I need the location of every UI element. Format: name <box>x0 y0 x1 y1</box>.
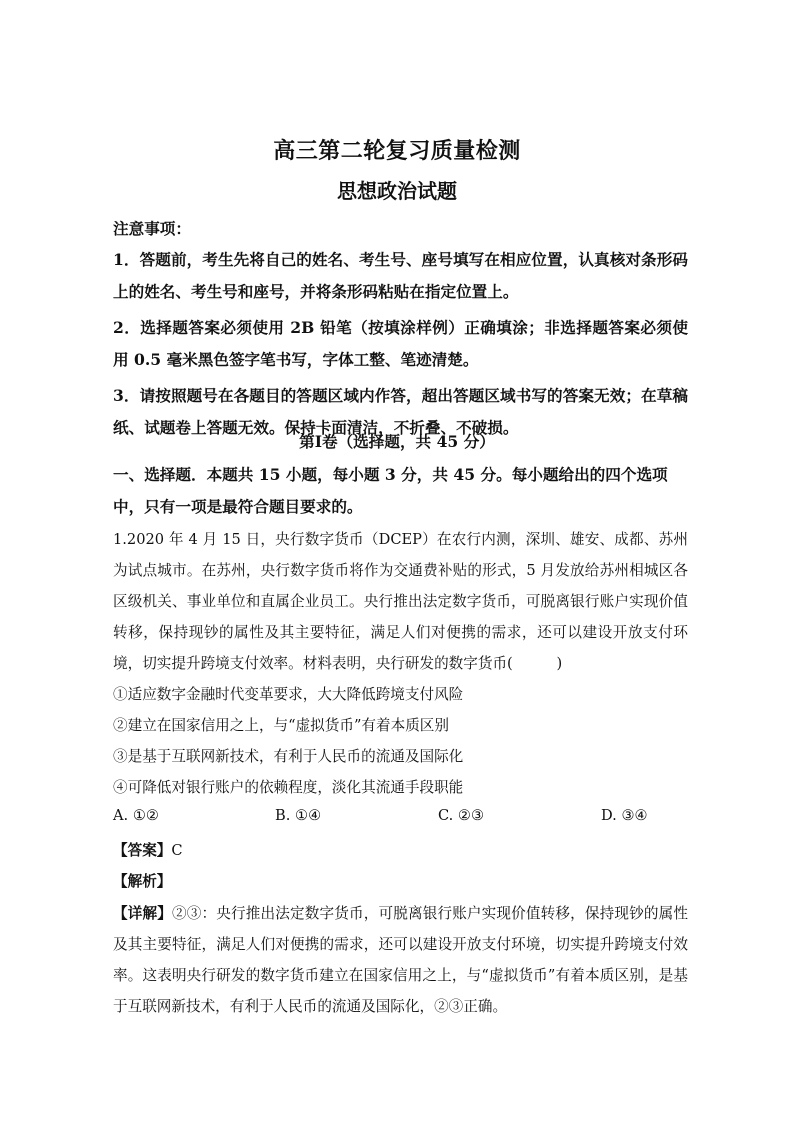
notice-item: 2．选择题答案必须使用 2B 铅笔（按填涂样例）正确填涂；非选择题答案必须使用 0.5 毫米黑色签字笔书写，字体工整、笔迹清楚。 <box>113 318 688 369</box>
answer-value: C <box>171 842 183 859</box>
detail-text: ②③：央行推出法定数字货币，可脱离银行账户实现价值转移，保持现钞的属性及其主要特征，满足人们对便携的需求，还可以建设开放支付环境，切实提升跨境支付效率。这表明央行研发的数字货币建立在国家信用之上，与“虚拟货币”有着本质区别，是基于互联网新技术，有利于人民币的流通及国际化，②③正确。 <box>113 905 688 1015</box>
analysis-line <box>113 869 171 895</box>
section-description: 一、选择题．本题共 15 小题，每小题 3 分，共 45 分。每小题给出的四个选项中，只有一项是最符合题目要求的。 <box>113 465 668 516</box>
question-stem: 1.2020 年 4 月 15 日，央行数字货币（DCEP）在农行内测，深圳、雄安、成都、苏州为试点城市。在苏州，央行数字货币将作为交通费补贴的形式，5 月发放给苏州相城区各区级机关、事业单位和直属企业员工。央行推出法定数字货币，可脱离银行账户实现价值转移，保持现钞的属性及其主要特征，满足人们对便携的需求，还可以建设开放支付环境，切实提升跨境支付效率。材料表明，央行研发的数字货币( ) <box>113 531 688 672</box>
option-d: D. ③④ <box>601 807 648 824</box>
notice-item: 3．请按照题号在各题目的答题区域内作答，超出答题区域书写的答案无效；在草稿纸、试题卷上答题无效。保持卡面清洁，不折叠、不破损。 <box>113 386 688 437</box>
option-a: A. ①② <box>113 807 159 824</box>
notice-item: 1．答题前，考生先将自己的姓名、考生号、座号填写在相应位置，认真核对条形码上的姓名、考生号和座号，并将条形码粘贴在指定位置上。 <box>113 250 688 301</box>
section-title: 第Ⅰ卷（选择题，共 45 分） <box>299 432 495 451</box>
detail-tag: 【详解】 <box>113 905 172 922</box>
answer-tag: 【答案】 <box>113 842 172 859</box>
option-b: B. ①④ <box>275 807 322 824</box>
detail-paragraph <box>113 898 688 1022</box>
option-c: C. ②③ <box>438 807 485 824</box>
analysis-tag: 【解析】 <box>113 873 172 890</box>
statement-item: ④可降低对银行账户的依赖程度，淡化其流通手段职能 <box>113 779 464 796</box>
exam-title: 高三第二轮复习质量检测 <box>273 138 521 164</box>
question-1 <box>113 524 688 803</box>
answer-line <box>113 838 183 864</box>
notice-heading: 注意事项： <box>113 219 191 238</box>
statement-item: ①适应数字金融时代变革要求，大大降低跨境支付风险 <box>113 686 464 703</box>
statement-item: ②建立在国家信用之上，与“虚拟货币”有着本质区别 <box>113 717 449 734</box>
answer-options <box>113 807 688 833</box>
statement-item: ③是基于互联网新技术，有利于人民币的流通及国际化 <box>113 748 464 765</box>
notice-list <box>113 244 688 448</box>
exam-subtitle: 思想政治试题 <box>337 179 457 203</box>
